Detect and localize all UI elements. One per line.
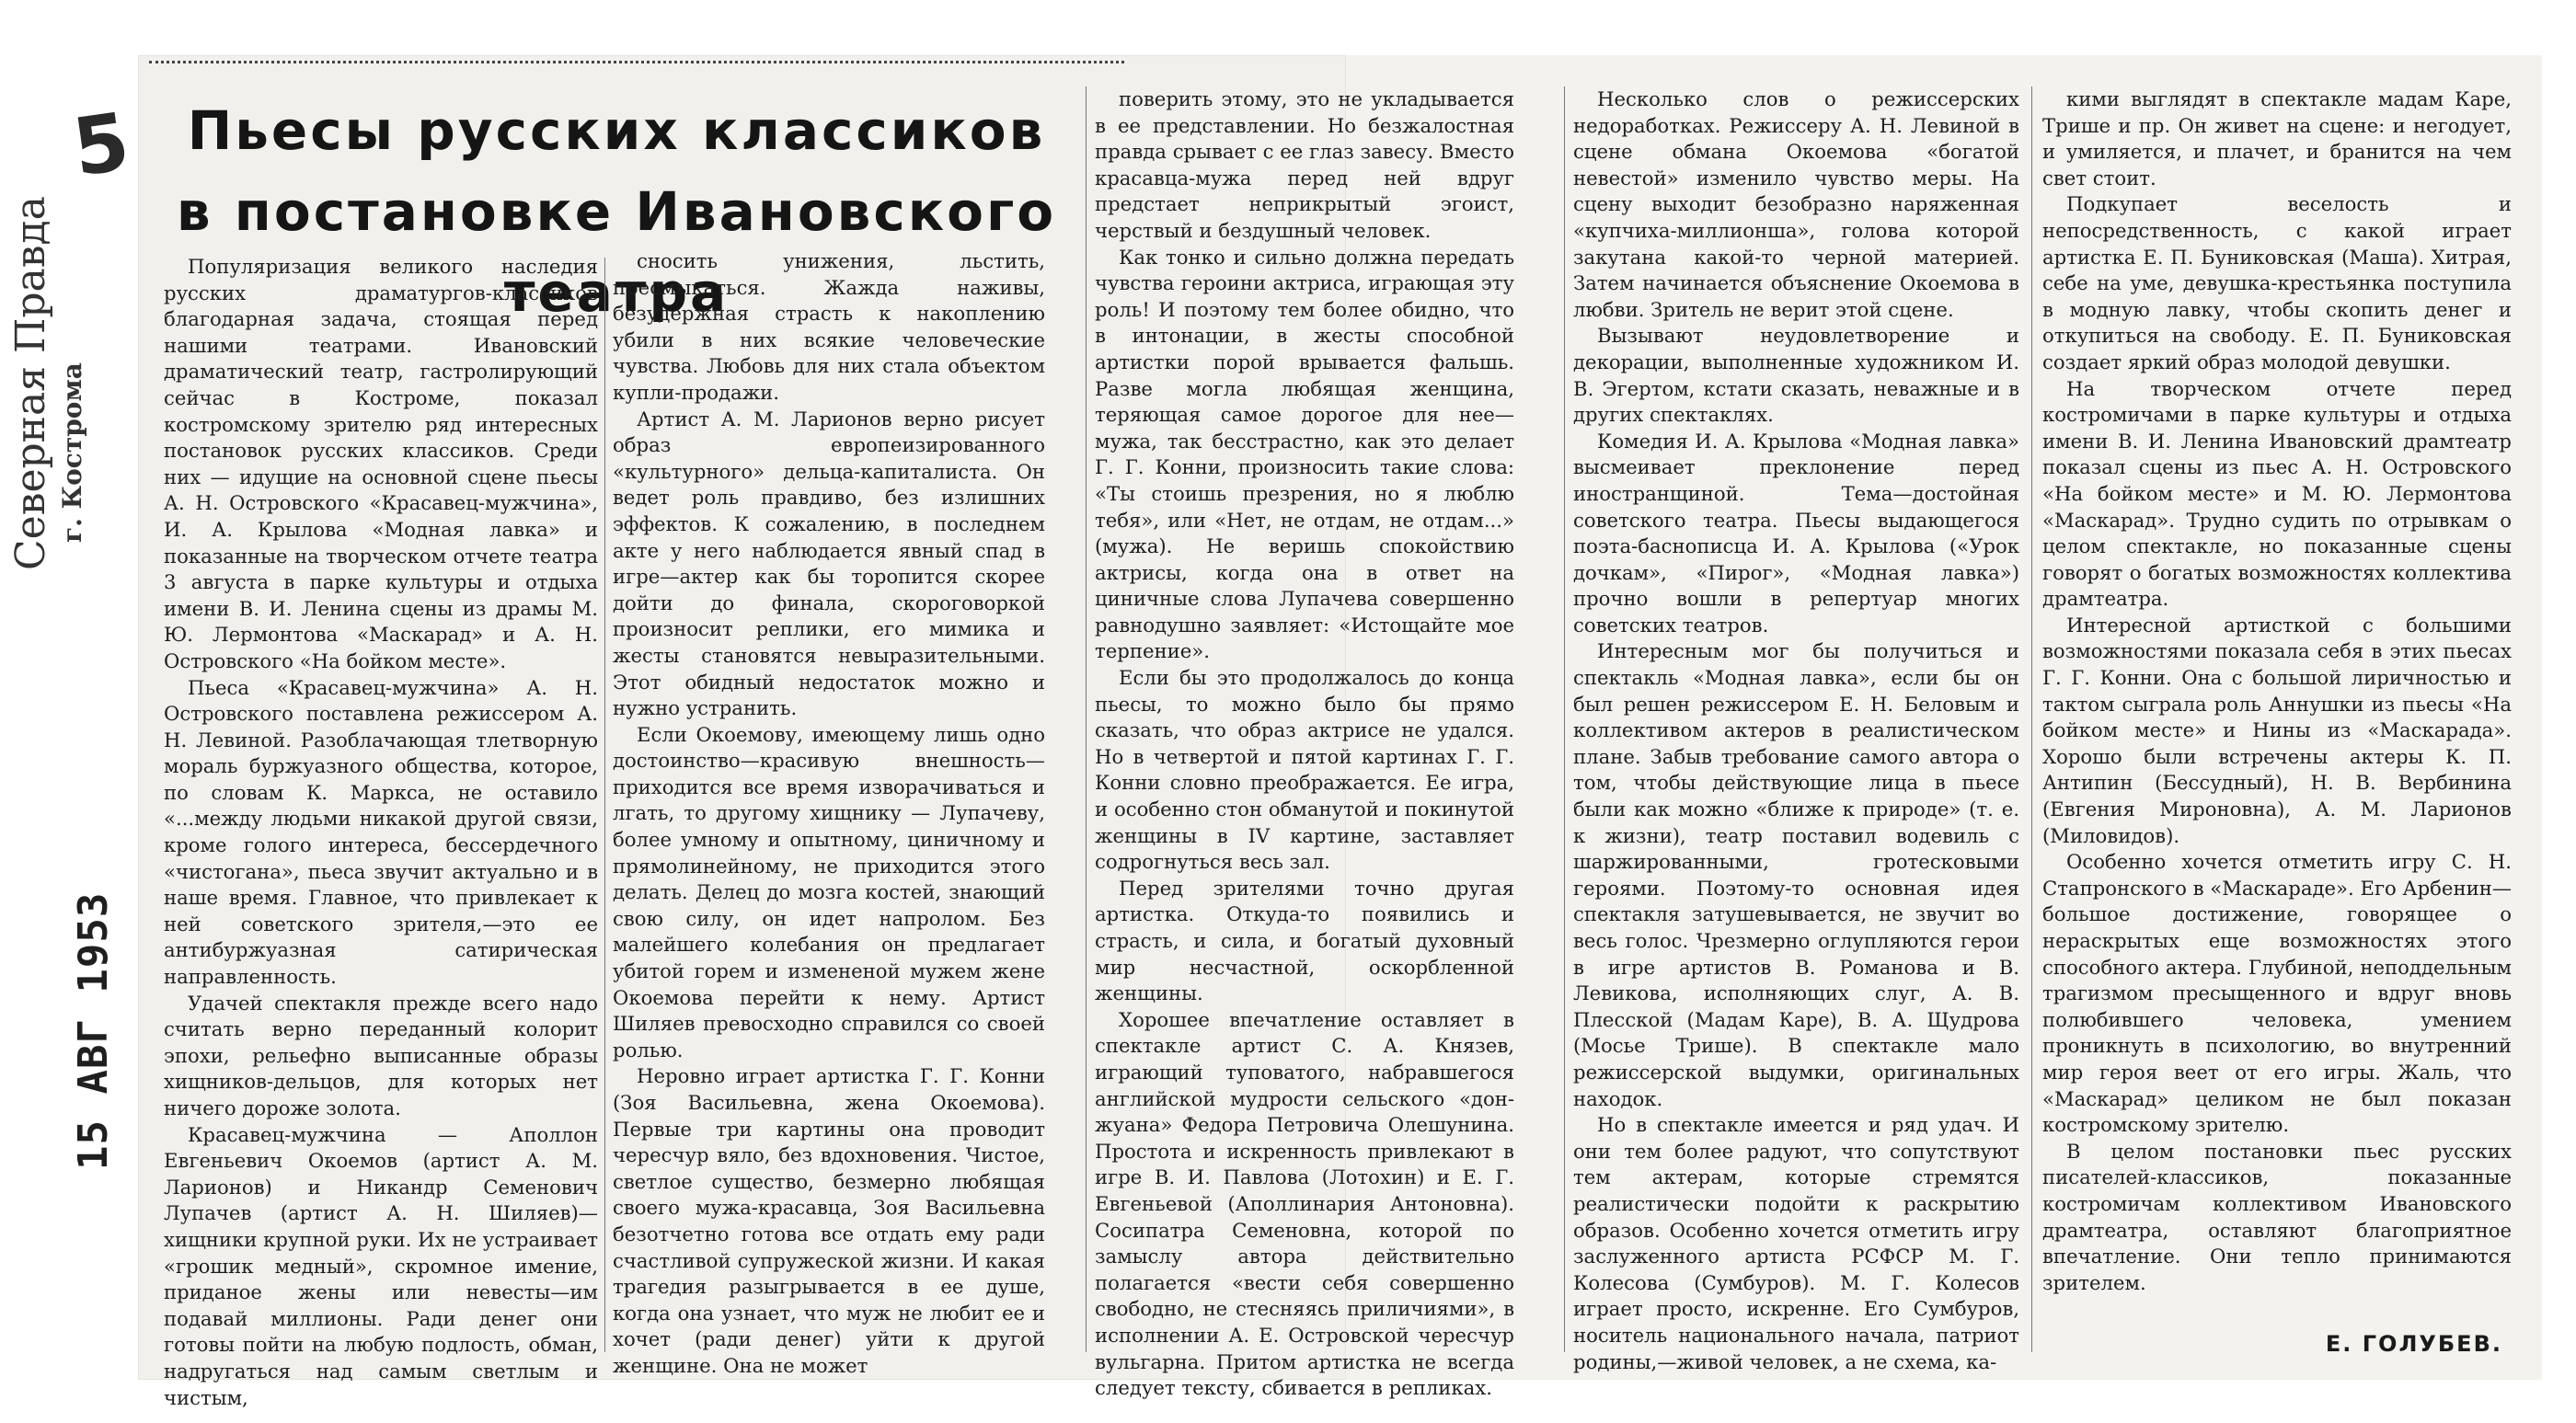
paragraph: В целом постановки пьес русских писателей-классиков, показанные костромичам коллективом Ивановского драмтеатра, оставляют благоприятное впечатление. Они тепло принимаются зрителем.	[2042, 1139, 2512, 1294]
article-column-5	[2042, 86, 2512, 1356]
paragraph: Красавец-мужчина — Аполлон Евгеньевич Окоемов (артист А. М. Ларионов) и Никандр Семенович Лупачев (артист А. Н. Шиляев)—хищники крупной руки. Их не устраивает «грошик медный», скромное имение, приданое жены или невесты—им подавай миллионы. Ради денег они готовы пойти на любую подлость, обман, надругаться над самым светлым и чистым,	[164, 1122, 598, 1409]
paragraph: Интересным мог бы получиться и спектакль «Модная лавка», если бы он был решен режиссером Е. Н. Беловым и коллективом актеров в реалистическом плане. Забыв требование самого автора о том, чтобы действующие лица в пьесе были как можно «ближе к природе» (т. е. к жизни), театр поставил водевиль с шаржированными, гротесковыми героями. Поэтому-то основная идея спектакля затушевывается, не звучит во весь голос. Чрезмерно оглупляются герои в игре артистов В. Романова и В. Левикова, исполняющих слуг, А. В. Плесской (Мадам Каре), В. А. Щудрова (Мосье Трише). В спектакле мало режиссерской выдумки, оригинальных находок.	[1573, 639, 2019, 1110]
paragraph: Хорошее впечатление оставляет в спектакле артист С. А. Князев, играющий туповатого, набравшегося английской мудрости сельского «дон-жуана» Федора Петровича Олешунина. Простота и искренность привлекают в игре В. И. Павлова (Лотохин) и Е. Г. Евгеньевой (Аполлинария Антоновна). Сосипатра Семеновна, которой по замыслу автора действительно полагается «вести себя совершенно свободно, не стесняясь приличиями», в исполнении А. Е. Островской чересчур вульгарна. Притом артистка не всегда следует тексту, сбивается в репликах.	[1095, 1007, 1514, 1400]
column-rule	[2031, 86, 2032, 1352]
date-stamp: 15 АВГ 1953	[70, 891, 117, 1170]
top-dotted-rule	[149, 61, 1124, 63]
paragraph: Вызывают неудовлетворение и декорации, выполненные художником И. В. Эгертом, кстати сказать, неважные и в других спектаклях.	[1573, 324, 2019, 427]
paragraph: Перед зрителями точно другая артистка. Откуда-то появились и страсть, и сила, и богатый духовный мир несчастной, оскорбленной женщины.	[1095, 876, 1514, 1005]
handwritten-mark: 5	[67, 96, 135, 195]
headline-line-2: в постановке Ивановского театра	[176, 180, 1057, 324]
article-column-4	[1573, 86, 2019, 1373]
paragraph: Артист А. М. Ларионов верно рисует образ европеизированного «культурного» дельца-капиталиста. Он ведет роль правдиво, без излишних эффектов. К сожалению, в последнем акте у него наблюдается явный спад в игре—актер как бы торопится скорее дойти до финала, скороговоркой произносит реплики, его мимика и жесты становятся невыразительными. Этот обидный недостаток можно и нужно устранить.	[613, 407, 1045, 720]
author-signature: Е. ГОЛУБЕВ.	[2325, 1331, 2502, 1357]
paragraph: Интересной артисткой с большими возможностями показала себя в этих пьесах Г. Г. Конни. Она с большой лиричностью и тактом сыграла роль Аннушки из пьесы «На бойком месте» и Нины из «Маскарада». Хорошо были встречены актеры К. П. Антипин (Бессудный), Н. В. Вербинина (Евгения Мироновна), А. М. Ларионов (Миловидов).	[2042, 613, 2512, 847]
paragraph: Подкупает веселость и непосредственность, с какой играет артистка Е. П. Буниковская (Маша). Хитрая, себе на уме, девушка-крестьянка поступила в модную лавку, чтобы скопить денег и откупиться на свободу. Е. П. Буниковская создает яркий образ молодой девушки.	[2042, 192, 2512, 373]
city-stamp: г. Кострома	[57, 362, 87, 543]
paragraph: Удачей спектакля прежде всего надо считать верно переданный колорит эпохи, рельефно выписанные образы хищников-дельцов, для которых нет ничего дороже золота.	[164, 991, 598, 1119]
paragraph: кими выглядят в спектакле мадам Каре, Трише и пр. Он живет на сцене: и негодует, и умиляется, и плачет, и бранится на чем свет стоит.	[2042, 87, 2512, 189]
paragraph: Как тонко и сильно должна передать чувства героини актриса, играющая эту роль! И поэтому тем более обидно, что в интонации, в жесты способной артистки порой врывается фальшь. Разве могла любящая женщина, теряющая самое дорогое для нее—мужа, так бесстрастно, как это делает Г. Г. Конни, произносить такие слова: «Ты стоишь презрения, но я люблю тебя», или «Нет, не отдам, не отдам...» (мужа). Не веришь спокойствию актрисы, когда она в ответ на циничные слова Лупачева совершенно равнодушно заявляет: «Истощайте мое терпение».	[1095, 245, 1514, 663]
paragraph: На творческом отчете перед костромичами в парке культуры и отдыха имени В. И. Ленина Ивановский драмтеатр показал сцены из пьес А. Н. Островского «На бойком месте» и М. Ю. Лермонтова «Маскарад». Трудно судить по отрывкам о целом спектакле, но показанные сцены говорят о богатых возможностях коллектива драмтеатра.	[2042, 376, 2512, 611]
paragraph: Но в спектакле имеется и ряд удач. И они тем более радуют, что сопутствуют тем актерам, которые стремятся реалистически подойти к раскрытию образов. Особенно хочется отметить игру заслуженного артиста РСФСР М. Г. Колесова (Сумбуров). М. Г. Колесов играет просто, искренне. Его Сумбуров, носитель национального начала, патриот родины,—живой человек, а не схема, ка-	[1573, 1113, 2019, 1373]
clipping-margin	[0, 0, 138, 1423]
paragraph: Особенно хочется отметить игру С. Н. Стапронского в «Маскараде». Его Арбенин—большое достижение, говорящее о нераскрытых еще возможностях этого способного актера. Глубиной, неподдельным трагизмом пресыщенного и вдруг вновь полюбившего человека, умением проникнуть в психологию, во внутренний мир героя веет от его игры. Жаль, что «Маскарад» целиком не был показан костромскому зрителю.	[2042, 850, 2513, 1137]
paragraph: поверить этому, это не укладывается в ее представлении. Но безжалостная правда срывает с ее глаз завесу. Вместо красавца-мужа перед ней вдруг предстает неприкрытый эгоист, черствый и бездушный человек.	[1095, 87, 1514, 242]
paragraph: Популяризация великого наследия русских драматургов-классиков благодарная задача, стоящая перед нашими театрами. Ивановский драматический театр, гастролирующий сейчас в Костроме, показал костромскому зрителю ряд интересных постановок русских классиков. Среди них — идущие на основной сцене пьесы А. Н. Островского «Красавец-мужчина», И. А. Крылова «Модная лавка» и показанные на творческом отчете театра 3 августа в парке культуры и отдыха имени В. И. Ленина сцены из драмы М. Ю. Лермонтова «Маскарад» и А. Н. Островского «На бойком месте».	[164, 255, 598, 672]
newspaper-name-stamp: Северная Правда	[7, 196, 54, 570]
paragraph: Несколько слов о режиссерских недоработках. Режиссеру А. Н. Левиной в сцене обмана Окоемова «богатой невестой» изменило чувство меры. На сцену выходит безобразно наряженная «купчиха-миллионша», голова которой закутана какой-то черной материей. Затем начинается объяснение Окоемова в любви. Зритель не верит этой сцене.	[1573, 87, 2019, 321]
paragraph: сносить унижения, льстить, пресмыкаться. Жажда наживы, безудержная страсть к накоплению убили в них всякие человеческие чувства. Любовь для них стала объектом купли-продажи.	[613, 249, 1045, 404]
paragraph: Если бы это продолжалось до конца пьесы, то можно было бы прямо сказать, что образ актрисе не удался. Но в четвертой и пятой картинах Г. Г. Конни словно преображается. Ее игра, и особенно стон обманутой и покинутой женщины в IV картине, заставляет содрогнуться весь зал.	[1095, 666, 1514, 874]
paragraph: Пьеса «Красавец-мужчина» А. Н. Островского поставлена режиссером А. Н. Левиной. Разоблачающая тлетворную мораль буржуазного общества, которое, по словам К. Маркса, не оставило «...между людьми никакой другой связи, кроме голого интереса, бессердечного «чистогана», пьеса звучит актуально и в наше время. Главное, что привлекает к ней советского зрителя,—это ее антибуржуазная сатирическая направленность.	[164, 675, 598, 989]
column-rule	[604, 258, 605, 1352]
paragraph: Комедия И. А. Крылова «Модная лавка» высмеивает преклонение перед иностранщиной. Тема—достойная советского театра. Пьесы выдающегося поэта-баснописца И. А. Крылова («Урок дочкам», «Пирог», «Модная лавка») прочно вошли в репертуар многих советских театров.	[1573, 429, 2019, 637]
paragraph: Если Окоемову, имеющему лишь одно достоинство—красивую внешность—приходится все время изворачиваться и лгать, то другому хищнику — Лупачеву, более умному и опытному, циничному и прямолинейному, не приходится этого делать. Делец до мозга костей, знающий свою силу, он идет напролом. Без малейшего колебания он предлагает убитой горем и измененой мужем жене Окоемова перейти к нему. Артист Шиляев превосходно справился со своей ролью.	[613, 722, 1045, 1062]
column-rule	[1086, 86, 1087, 1352]
headline-line-1: Пьесы русских классиков	[187, 99, 1046, 162]
article-column-3	[1095, 86, 1514, 1400]
article-column-1	[164, 254, 598, 1409]
article-column-2	[613, 248, 1045, 1377]
column-rule	[1564, 86, 1565, 1352]
paragraph: Неровно играет артистка Г. Г. Конни (Зоя Васильевна, жена Окоемова). Первые три картины она проводит чересчур вяло, без вдохновения. Чистое, светлое существо, безмерно любящая своего мужа-красавца, Зоя Васильевна безотчетно готова все отдать ему ради счастливой супружеской жизни. И какая трагедия разыгрывается в ее душе, когда она узнает, что муж не любит ее и хочет (ради денег) уйти к другой женщине. Она не может	[613, 1064, 1045, 1377]
